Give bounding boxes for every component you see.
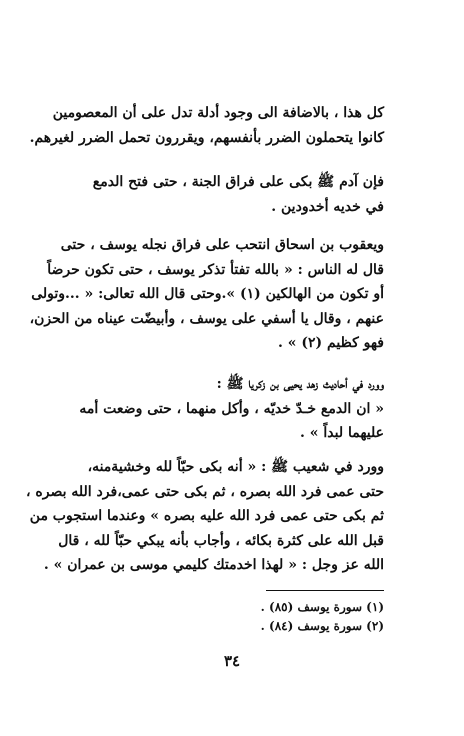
footnote-2: (٢) سورة يوسف (٨٤) . [260,619,384,633]
text-line: وورد في شعيب ﷺ : « أنه بكى حبّاً لله وخشيةمنه، [87,459,384,475]
text-line: أو تكون من الهالكين (١) ».وحتى قال الله تعالى: « ...وتولى [31,286,384,302]
paragraph-1 [29,101,384,150]
text-line: في خديه أخدودين . [271,198,384,215]
text-line: الله عز وجل : « لهذا اخدمتك كليمي موسى بن عمران » . [43,557,384,573]
paragraph-4 [62,372,384,446]
text-line: فهو كظيم (٢) » . [278,335,384,351]
text-line: « ان الدمع خـدّ خديّه ، وأكل منهما ، حتى وضعت أمه [79,400,384,417]
text-line: فإن آدم ﷺ بكى على فراق الجنة ، حتى فتح الدمع [92,174,384,190]
text-line: قال له الناس : « بالله تفتأ تذكر يوسف ، حتى تكون حرضاً [47,261,384,278]
text-line: كانوا يتحملون الضرر بأنفسهم، ويقررون تحمل الضرر لغيرهم. [29,129,384,146]
text-line: ويعقوب بن اسحاق انتحب على فراق نجله يوسف ، حتى [60,237,384,253]
text-line: حتى عمى فرد الله بصره ، ثم بكى حتى عمى،فرد الله بصره ، [26,483,384,500]
text-line: كل هذا ، بالاضافة الى وجود أدلة تدل على أن المعصومين [52,105,384,121]
text-line: ثم بكى حتى عمى فرد الله عليه بصره » وعندما استجوب من [29,508,384,524]
text-line: عنهم ، وقال يا أسفي على يوسف ، وأبيضّت عيناه من الحزن، [29,310,384,327]
text-line: وورد في أحاديث زهد يحيى بن زكريا ﷺ : [216,376,384,392]
paragraph-5 [26,455,384,578]
paragraph-3 [29,233,384,356]
page-number: ٣٤ [223,652,241,670]
paragraph-2 [62,170,384,219]
text-line: قبل الله على كثرة بكائه ، وأجاب بأنه يبكي حبّاً لله ، قال [58,532,384,549]
footnote-divider [266,590,384,591]
footnote-1: (١) سورة يوسف (٨٥) . [260,600,384,614]
text-line: عليهما لبداً » . [300,425,384,441]
